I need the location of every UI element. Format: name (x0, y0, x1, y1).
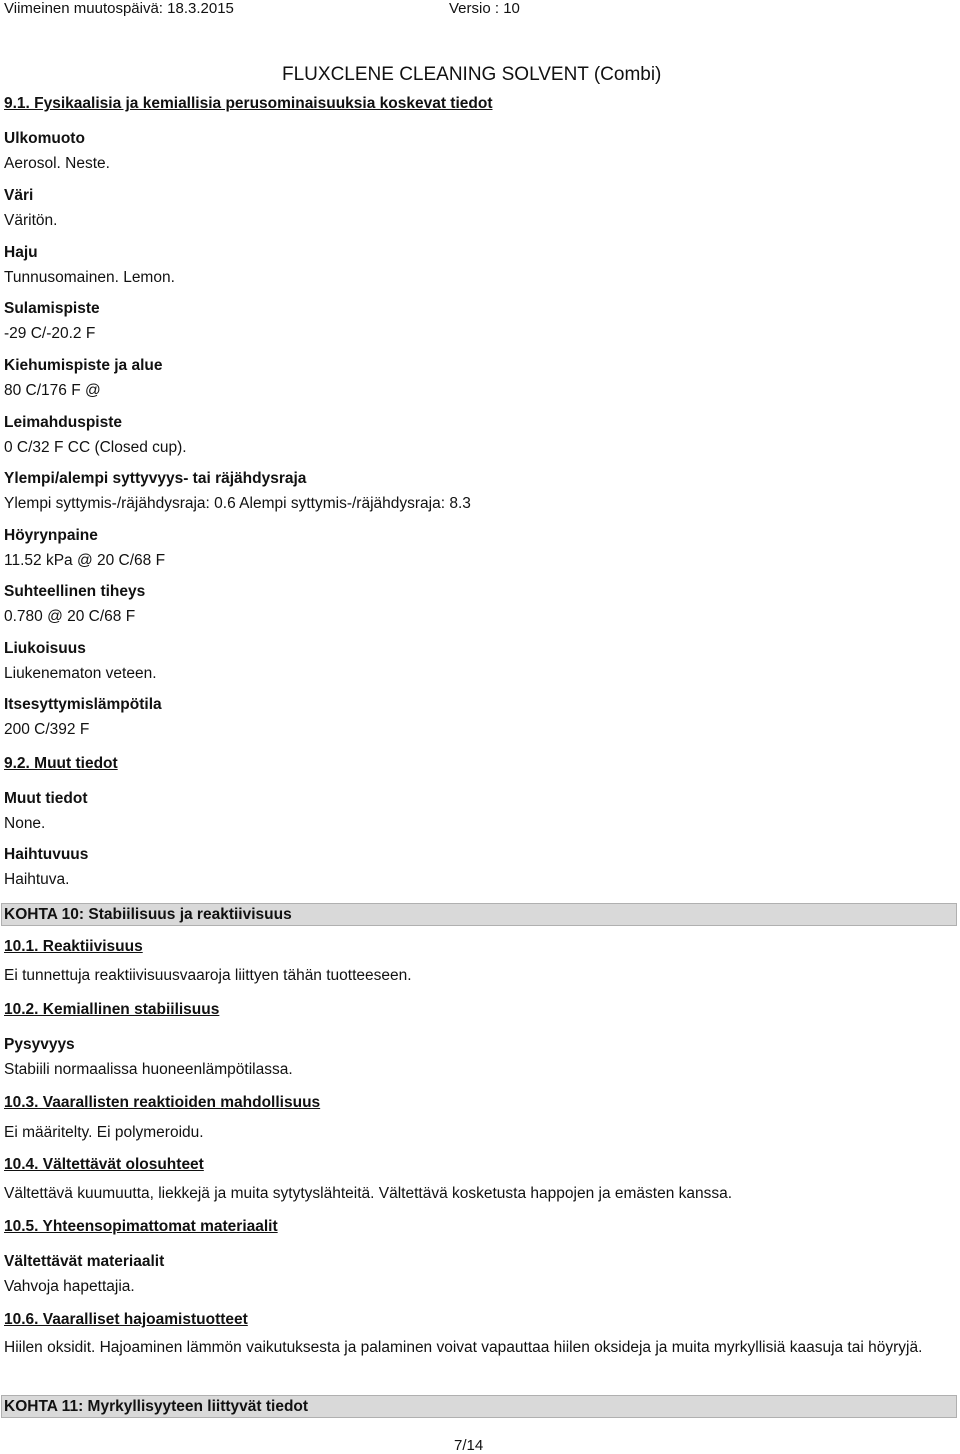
label-odor: Haju (4, 244, 38, 261)
value-autoignition-temperature: 200 C/392 F (4, 721, 90, 738)
subsection-heading-10-6: 10.6. Vaaralliset hajoamistuotteet (4, 1311, 248, 1328)
value-other-info: None. (4, 815, 46, 832)
label-stability: Pysyvyys (4, 1036, 75, 1053)
text-10-3: Ei määritelty. Ei polymeroidu. (4, 1124, 204, 1141)
label-flash-point: Leimahduspiste (4, 414, 122, 431)
product-title: FLUXCLENE CLEANING SOLVENT (Combi) (282, 64, 662, 85)
subsection-heading-10-5: 10.5. Yhteensopimattomat materiaalit (4, 1218, 278, 1235)
label-appearance: Ulkomuoto (4, 130, 85, 147)
subsection-heading-10-1: 10.1. Reaktiivisuus (4, 938, 143, 955)
subsection-heading-9-2: 9.2. Muut tiedot (4, 755, 118, 772)
value-vapor-pressure: 11.52 kPa @ 20 C/68 F (4, 552, 166, 569)
text-10-5: Vahvoja hapettajia. (4, 1278, 135, 1295)
label-color: Väri (4, 187, 34, 204)
label-relative-density: Suhteellinen tiheys (4, 583, 146, 600)
text-10-1: Ei tunnettuja reaktiivisuusvaaroja liittyen tähän tuotteeseen. (4, 967, 412, 984)
value-color: Väritön. (4, 212, 58, 229)
page-number: 7/14 (454, 1437, 484, 1454)
text-10-2: Stabiili normaalissa huoneenlämpötilassa. (4, 1061, 293, 1078)
value-explosion-limits: Ylempi syttymis-/räjähdysraja: 0.6 Alempi syttymis-/räjähdysraja: 8.3 (4, 495, 471, 512)
label-explosion-limits: Ylempi/alempi syttyvyys- tai räjähdysraja (4, 470, 307, 487)
label-autoignition-temperature: Itsesyttymislämpötila (4, 696, 162, 713)
value-odor: Tunnusomainen. Lemon. (4, 269, 175, 286)
subsection-heading-10-3: 10.3. Vaarallisten reaktioiden mahdollisuus (4, 1094, 321, 1111)
last-modified-date: Viimeinen muutospäivä: 18.3.2015 (4, 0, 234, 17)
section-11-title: KOHTA 11: Myrkyllisyyteen liittyvät tiedot (1, 1395, 957, 1418)
value-flash-point: 0 C/32 F CC (Closed cup). (4, 439, 187, 456)
text-10-4: Vältettävä kuumuutta, liekkejä ja muita sytytyslähteitä. Vältettävä kosketusta happojen ja emästen kanssa. (4, 1185, 733, 1202)
label-boiling-point: Kiehumispiste ja alue (4, 357, 163, 374)
value-appearance: Aerosol. Neste. (4, 155, 110, 172)
value-volatility: Haihtuva. (4, 871, 70, 888)
document-version: Versio : 10 (449, 0, 520, 17)
subsection-heading-10-2: 10.2. Kemiallinen stabiilisuus (4, 1001, 220, 1018)
section-10-title: KOHTA 10: Stabiilisuus ja reaktiivisuus (1, 903, 957, 926)
label-volatility: Haihtuvuus (4, 846, 89, 863)
subsection-heading-9-1: 9.1. Fysikaalisia ja kemiallisia perusominaisuuksia koskevat tiedot (4, 95, 493, 112)
label-solubility: Liukoisuus (4, 640, 86, 657)
value-solubility: Liukenematon veteen. (4, 665, 157, 682)
label-materials-to-avoid: Vältettävät materiaalit (4, 1253, 165, 1270)
value-melting-point: -29 C/-20.2 F (4, 325, 96, 342)
value-boiling-point: 80 C/176 F @ (4, 382, 101, 399)
text-10-6: Hiilen oksidit. Hajoaminen lämmön vaikutuksesta ja palaminen voivat vapauttaa hiilen oksideja ja muita myrkyllisiä kaasuja tai höyryjä. (4, 1339, 923, 1356)
label-other-info: Muut tiedot (4, 790, 88, 807)
value-relative-density: 0.780 @ 20 C/68 F (4, 608, 136, 625)
label-melting-point: Sulamispiste (4, 300, 100, 317)
label-vapor-pressure: Höyrynpaine (4, 527, 98, 544)
subsection-heading-10-4: 10.4. Vältettävät olosuhteet (4, 1156, 204, 1173)
